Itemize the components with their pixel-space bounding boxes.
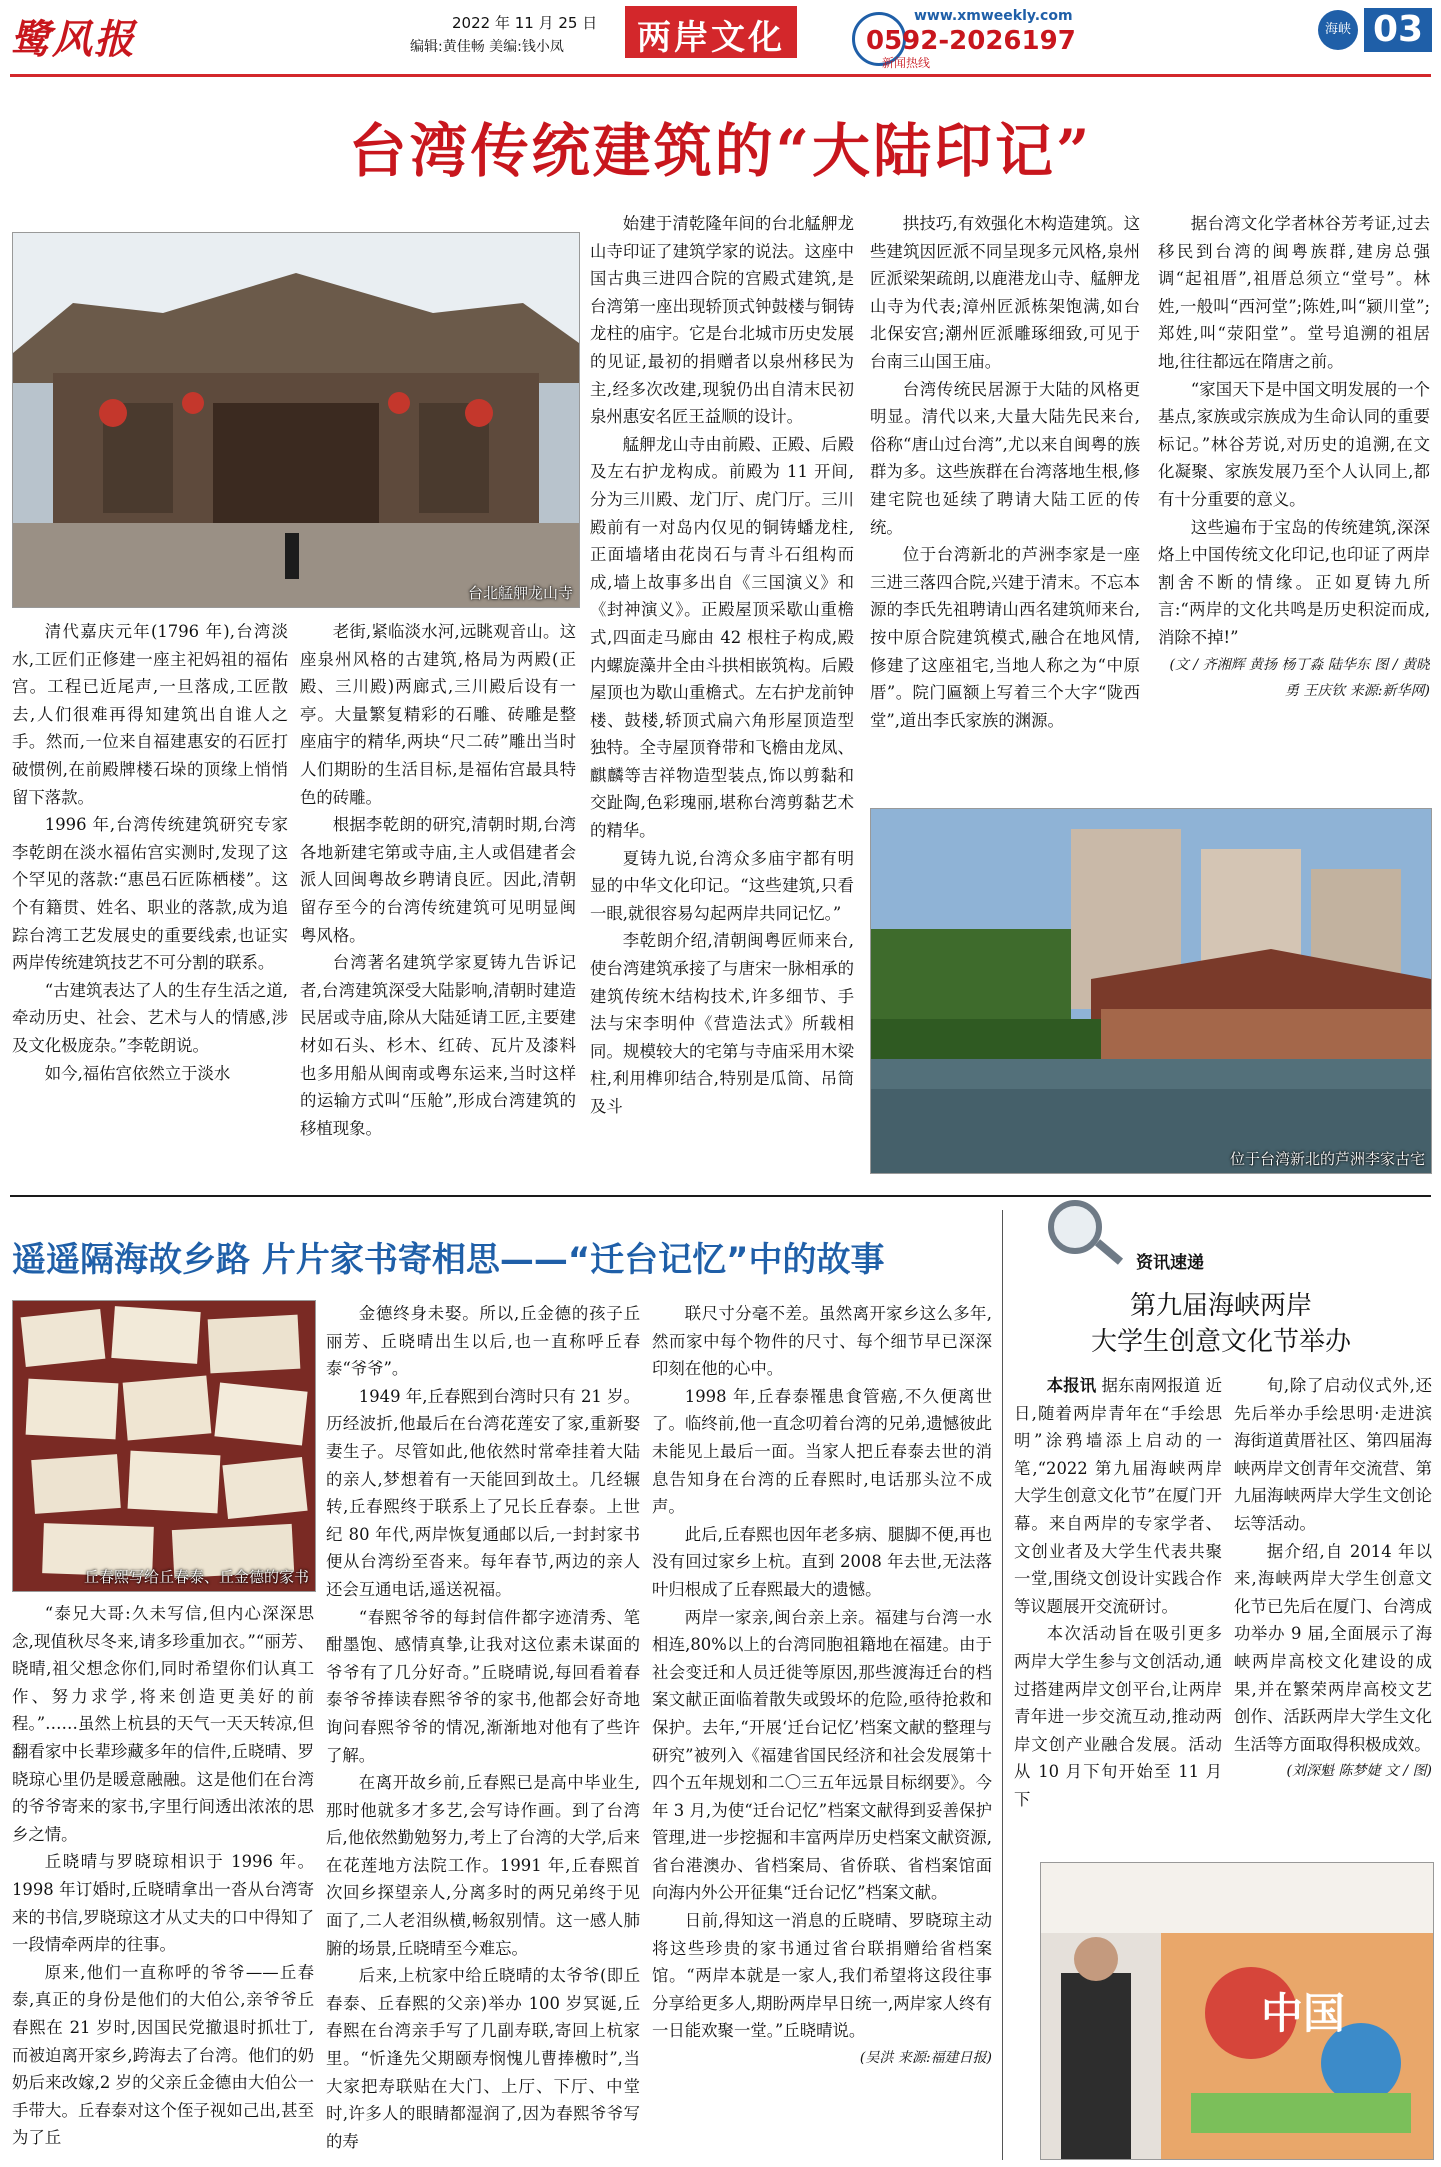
paragraph: 据介绍,自 2014 年以来,海峡两岸大学生创意文化节已先后在厦门、台湾成功举办 9 届,全面展示了海峡两岸高校文化建设的成果,并在繁荣两岸高校文艺创作、活跃两岸大学生文化生活等方面取得积极成效。 bbox=[1234, 1541, 1432, 1754]
mural-text: 中国 bbox=[1261, 1989, 1346, 2038]
paragraph: 老街,紧临淡水河,远眺观音山。这座泉州风格的古建筑,格局为两殿(正殿、三川殿)两廊式,三川殿后设有一亭。大量繁复精彩的石雕、砖雕是整座庙宇的精华,两块“尺二砖”雕出当时人们期盼的生活目标,是福佑宫最具特色的砖雕。 bbox=[300, 622, 576, 807]
editors-credit: 编辑:黄佳畅 美编:钱小凤 bbox=[410, 39, 564, 55]
house-photo bbox=[870, 808, 1432, 1174]
masthead bbox=[0, 0, 1441, 82]
paragraph: 联尺寸分毫不差。虽然离开家乡这么多年,然而家中每个物件的尺寸、每个细节早已深深印刻在他的心中。 bbox=[652, 1304, 992, 1379]
paragraph: 位于台湾新北的芦洲李家是一座三进三落四合院,兴建于清末。不忘本源的李氏先祖聘请山西名建筑师来台,按中原合院建筑模式,融合在地风情,修建了这座祖宅,当地人称之为“中原厝”。院门匾额上写着三个大字“陇西堂”,道出李氏家族的渊源。 bbox=[870, 545, 1140, 730]
paragraph: 金德终身未娶。所以,丘金德的孩子丘丽芳、丘晓晴出生以后,也一直称呼丘春泰“爷爷”。 bbox=[326, 1304, 640, 1379]
paragraph: 旬,除了启动仪式外,还先后举办手绘思明·走进滨海街道黄厝社区、第四届海峡两岸文创青年交流营、第九届海峡两岸大学生文创论坛等活动。 bbox=[1234, 1376, 1432, 1533]
article2-byline: (吴洪 来源:福建日报) bbox=[859, 2050, 992, 2067]
mural-photo bbox=[1040, 1862, 1434, 2160]
brief-label-box bbox=[1040, 1200, 1220, 1280]
paragraph: “家国天下是中国文明发展的一个基点,家族或宗族成为生命认同的重要标记。”林谷芳说,对历史的追溯,在文化凝聚、家族发展乃至个人认同上,都有十分重要的意义。 bbox=[1158, 379, 1430, 509]
magnifier-handle bbox=[1095, 1239, 1123, 1264]
paragraph: 始建于清乾隆年间的台北艋舺龙山寺印证了建筑学家的说法。这座中国古典三进四合院的宫殿式建筑,是台湾第一座出现轿顶式钟鼓楼与铜铸龙柱的庙宇。它是台北城市历史发展的见证,最初的捐赠者以泉州移民为主,经多次改建,现貌仍出自清末民初泉州惠安名匠王益顺的设计。 bbox=[590, 214, 854, 427]
article1-byline: (文 / 齐湘辉 黄扬 杨丁淼 陆华东 图 / 黄晓勇 王庆钦 来源:新华网) bbox=[1169, 656, 1430, 699]
paragraph: 这些遍布于宝岛的传统建筑,深深烙上中国传统文化印记,也印证了两岸割舍不断的情缘。正如夏铸九所言:“两岸的文化共鸣是历史积淀而成,消除不掉!” bbox=[1158, 517, 1430, 647]
brief-title-line2: 大学生创意文化节举办 bbox=[1090, 1327, 1351, 1357]
website-url: www.xmweekly.com bbox=[914, 8, 1073, 24]
hotline-box bbox=[852, 6, 1082, 68]
paragraph: 如今,福佑宫依然立于淡水 bbox=[44, 1063, 231, 1083]
article1-col4 bbox=[870, 210, 1140, 790]
letters-photo-caption: 丘春熙写给丘春泰、丘金德的家书 bbox=[83, 1568, 309, 1586]
brief-lead-text: 据东南网报道 近日,随着两岸青年在“手绘思明”涂鸦墙添上启动的一笔,“2022 第九届海峡两岸大学生创意文化节”在厦门开幕。来自两岸的专家学者、文创业者及大学生代表共聚一堂,围绕文创设计实践合作等议题展开交流研讨。 bbox=[1014, 1376, 1222, 1616]
paragraph: 丘晓晴与罗晓琼相识于 1996 年。1998 年订婚时,丘晓晴拿出一沓从台湾寄来的书信,罗晓琼这才从丈夫的口中得知了一段情牵两岸的往事。 bbox=[12, 1852, 314, 1955]
hotline-number: 0592-2026197 bbox=[866, 26, 1076, 56]
brief-title-line1: 第九届海峡两岸 bbox=[1129, 1291, 1312, 1321]
article2-col3 bbox=[652, 1300, 992, 2160]
article2-col1 bbox=[12, 1600, 314, 2160]
paragraph: 根据李乾朗的研究,清朝时期,台湾各地新建宅第或寺庙,主人或倡建者会派人回闽粤故乡聘请良匠。因此,清朝留存至今的台湾传统建筑可见明显闽粤风格。 bbox=[300, 815, 576, 945]
paragraph: 此后,丘春熙也因年老多病、腿脚不便,再也没有回过家乡上杭。直到 2008 年去世,无法落叶归根成了丘春熙最大的遗憾。 bbox=[652, 1524, 992, 1599]
paragraph: 艋舺龙山寺由前殿、正殿、后殿及左右护龙构成。前殿为 11 开间,分为三川殿、龙门厅、虎门厅。三川殿前有一对岛内仅见的铜铸蟠龙柱,正面墙堵由花岗石与青斗石组构而成,墙上故事多出自《三国演义》和《封神演义》。正殿屋顶采歇山重檐式,四面走马廊由 42 根柱子构成,殿内螺旋藻井全由斗拱相嵌筑构。后殿屋顶也为歇山重檐式。左右护龙前钟楼、鼓楼,轿顶式扁六角形屋顶造型独特。全寺屋顶脊带和飞檐由龙凤、麒麟等吉祥物造型装点,饰以剪黏和交趾陶,色彩瑰丽,堪称台湾剪黏艺术的精华。 bbox=[590, 434, 854, 841]
masthead-rule bbox=[10, 74, 1431, 77]
brief-byline: (刘深魁 陈梦婕 文 / 图) bbox=[1286, 1763, 1432, 1780]
temple-photo-caption: 台北艋舺龙山寺 bbox=[467, 584, 573, 602]
brief-title bbox=[1012, 1288, 1430, 1360]
edition-badge bbox=[1318, 10, 1358, 50]
temple-photo bbox=[12, 232, 580, 608]
newspaper-logo: 鹭风报 bbox=[10, 16, 136, 63]
brief-divider bbox=[1002, 1210, 1003, 2160]
article1-col2 bbox=[300, 618, 576, 1178]
paragraph: “春熙爷爷的每封信件都字迹清秀、笔酣墨饱、感情真挚,让我对这位素未谋面的爷爷有了几分好奇。”丘晓晴说,每回看着春泰爷爷捧读春熙爷爷的家书,他都会好奇地询问春熙爷爷的情况,渐渐地对他有了些许了解。 bbox=[326, 1607, 640, 1765]
article2-col2 bbox=[326, 1300, 640, 2160]
article1-col3 bbox=[590, 210, 854, 1178]
paragraph: “古建筑表达了人的生存生活之道,牵动历史、社会、艺术与人的情感,涉及文化极庞杂。”李乾朗说。 bbox=[12, 980, 288, 1055]
paragraph: 清代嘉庆元年(1796 年),台湾淡水,工匠们正修建一座主祀妈祖的福佑宫。工程已近尾声,一旦落成,工匠散去,人们很难再得知建筑出自谁人之手。然而,一位来自福建惠安的石匠打破惯例,在前殿牌楼石垛的顶缘上悄悄留下落款。 bbox=[12, 622, 288, 807]
paragraph: 后来,上杭家中给丘晓晴的太爷爷(即丘春泰、丘春熙的父亲)举办 100 岁冥诞,丘春熙在台湾亲手写了几副寿联,寄回上杭家里。“忻逢先父期颐寿悯愧儿曹捧檄时”,当大家把寿联贴在大门、上厅、下厅、中堂时,许多人的眼睛都湿润了,因为春熙爷爷写的寿 bbox=[326, 1966, 640, 2151]
paragraph: 夏铸九说,台湾众多庙宇都有明显的中华文化印记。“这些建筑,只看一眼,就很容易勾起两岸共同记忆。” bbox=[590, 848, 854, 923]
paragraph: 李乾朗介绍,清朝闽粤匠师来台,使台湾建筑承接了与唐宋一脉相承的建筑传统木结构技术,许多细节、手法与宋李明仲《营造法式》所载相同。规模较大的宅第与寺庙采用木梁柱,利用榫卯结合,特别是瓜筒、吊筒及斗 bbox=[590, 931, 854, 1116]
article1-headline: 台湾传统建筑的“大陆印记” bbox=[348, 117, 1093, 185]
house-photo-caption: 位于台湾新北的芦洲李家古宅 bbox=[1229, 1150, 1425, 1168]
temple-illustration bbox=[13, 233, 579, 607]
brief-col1 bbox=[1014, 1372, 1222, 1842]
brief-lead: 本报讯 bbox=[1046, 1376, 1097, 1395]
edition-badge-text: 海峡 bbox=[1324, 22, 1351, 37]
article2-headline: 遥遥隔海故乡路 片片家书寄相思——“迁台记忆”中的故事 bbox=[12, 1240, 885, 1280]
paragraph: 1998 年,丘春泰罹患食管癌,不久便离世了。临终前,他一直念叨着台湾的兄弟,遗憾彼此未能见上最后一面。当家人把丘春泰去世的消息告知身在台湾的丘春熙时,电话那头泣不成声。 bbox=[652, 1386, 992, 1517]
paragraph: 在离开故乡前,丘春熙已是高中毕业生,那时他就多才多艺,会写诗作画。到了台湾后,他依然勤勉努力,考上了台湾的大学,后来在花莲地方法院工作。1991 年,丘春熙首次回乡探望亲人,分离多时的两兄弟终于见面了,二人老泪纵横,畅叙别情。这一感人肺腑的场景,丘晓晴至今难忘。 bbox=[326, 1773, 640, 1958]
paragraph: 原来,他们一直称呼的爷爷——丘春泰,真正的身份是他们的大伯公,亲爷爷丘春熙在 21 岁时,因国民党撤退时抓壮丁,而被迫离开家乡,跨海去了台湾。他们的奶奶后来改嫁,2 岁的父亲丘金德由大伯公一手带大。丘春泰对这个侄子视如己出,甚至为了丘 bbox=[12, 1962, 314, 2148]
paragraph: “泰兄大哥:久未写信,但内心深深思念,现值秋尽冬来,请多珍重加衣。”“丽芳、晓晴,祖父想念你们,同时希望你们认真工作、努力求学,将来创造更美好的前程。”……虽然上杭县的天气一天天转凉,但翻看家中长辈珍藏多年的信件,丘晓晴、罗晓琼心里仍是暖意融融。这是他们在台湾的爷爷寄来的家书,字里行间透出浓浓的思乡之情。 bbox=[12, 1604, 314, 1844]
page-number: 03 bbox=[1364, 8, 1432, 52]
paragraph: 1996 年,台湾传统建筑研究专家李乾朗在淡水福佑宫实测时,发现了这个罕见的落款:“惠邑石匠陈栖楼”。这个有籍贯、姓名、职业的落款,成为追踪台湾工艺发展史的重要线索,也证实两岸传统建筑技艺不可分割的联系。 bbox=[12, 815, 288, 973]
house-illustration bbox=[871, 809, 1431, 1173]
paragraph: 拱技巧,有效强化木构造建筑。这些建筑因匠派不同呈现多元风格,泉州匠派梁架疏朗,以鹿港龙山寺、艋舺龙山寺为代表;漳州匠派栋架饱满,如台北保安宫;潮州匠派雕琢细致,可见于台南三山国王庙。 bbox=[870, 214, 1140, 371]
paragraph: 本次活动旨在吸引更多两岸大学生参与文创活动,通过搭建两岸文创平台,让两岸青年进一步交流互动,推动两岸文创产业融合发展。活动从 10 月下旬开始至 11 月下 bbox=[1014, 1624, 1222, 1809]
article1-col5 bbox=[1158, 210, 1430, 790]
article1-col1 bbox=[12, 618, 288, 1178]
mural-illustration bbox=[1041, 1863, 1433, 2159]
section-banner bbox=[625, 6, 797, 58]
section-divider bbox=[10, 1195, 1431, 1197]
hotline-label: 新闻热线 bbox=[882, 56, 931, 70]
letters-illustration bbox=[13, 1301, 315, 1591]
paragraph bbox=[1014, 1372, 1222, 1620]
paragraph: 日前,得知这一消息的丘晓晴、罗晓琼主动将这些珍贵的家书通过省台联捐赠给省档案馆。“两岸本就是一家人,我们希望将这段往事分享给更多人,期盼两岸早日统一,两岸家人终有一日能欢聚一堂。”丘晓晴说。 bbox=[652, 1911, 992, 2041]
paragraph: 台湾传统民居源于大陆的风格更明显。清代以来,大量大陆先民来台,俗称“唐山过台湾”,尤以来自闽粤的族群为多。这些族群在台湾落地生根,修建宅院也延续了聘请大陆工匠的传统。 bbox=[870, 379, 1140, 537]
brief-label: 资讯速递 bbox=[1136, 1253, 1204, 1273]
brief-col2 bbox=[1234, 1372, 1432, 1842]
section-title: 两岸文化 bbox=[637, 18, 785, 58]
paragraph: 两岸一家亲,闽台亲上亲。福建与台湾一水相连,80%以上的台湾同胞祖籍地在福建。由于社会变迁和人员迁徙等原因,那些渡海迁台的档案文献正面临着散失或毁坏的危险,亟待抢救和保护。去年,“开展‘迁台记忆’档案文献的整理与研究”被列入《福建省国民经济和社会发展第十四个五年规划和二〇三五年远景目标纲要》。今年 3 月,为使“迁台记忆”档案文献得到妥善保护管理,进一步挖掘和丰富两岸历史档案文献资源,省台港澳办、省档案局、省侨联、省档案馆面向海内外公开征集“迁台记忆”档案文献。 bbox=[652, 1607, 992, 1903]
paragraph: 1949 年,丘春熙到台湾时只有 21 岁。历经波折,他最后在台湾花莲安了家,重新娶妻生子。尽管如此,他依然时常牵挂着大陆的亲人,梦想着有一天能回到故土。几经辗转,丘春熙终于联系上了兄长丘春泰。上世纪 80 年代,两岸恢复通邮以后,一封封家书便从台湾纷至沓来。每年春节,两边的亲人还会互通电话,遥送祝福。 bbox=[326, 1386, 640, 1599]
magnifier-icon bbox=[1048, 1200, 1102, 1254]
letters-photo bbox=[12, 1300, 316, 1592]
paragraph: 据台湾文化学者林谷芳考证,过去移民到台湾的闽粤族群,建房总强调“起祖厝”,祖厝总须立“堂号”。林姓,一般叫“西河堂”;陈姓,叫“颍川堂”;郑姓,叫“荥阳堂”。堂号追溯的祖居地,往往都远在隋唐之前。 bbox=[1158, 214, 1430, 371]
issue-date: 2022 年 11 月 25 日 bbox=[452, 14, 598, 32]
paragraph: 台湾著名建筑学家夏铸九告诉记者,台湾建筑深受大陆影响,清朝时建造民居或寺庙,除从大陆延请工匠,主要建材如石头、杉木、红砖、瓦片及漆料也多用船从闽南或粤东运来,当时这样的运输方式叫“压舱”,形成台湾建筑的移植现象。 bbox=[300, 953, 576, 1138]
